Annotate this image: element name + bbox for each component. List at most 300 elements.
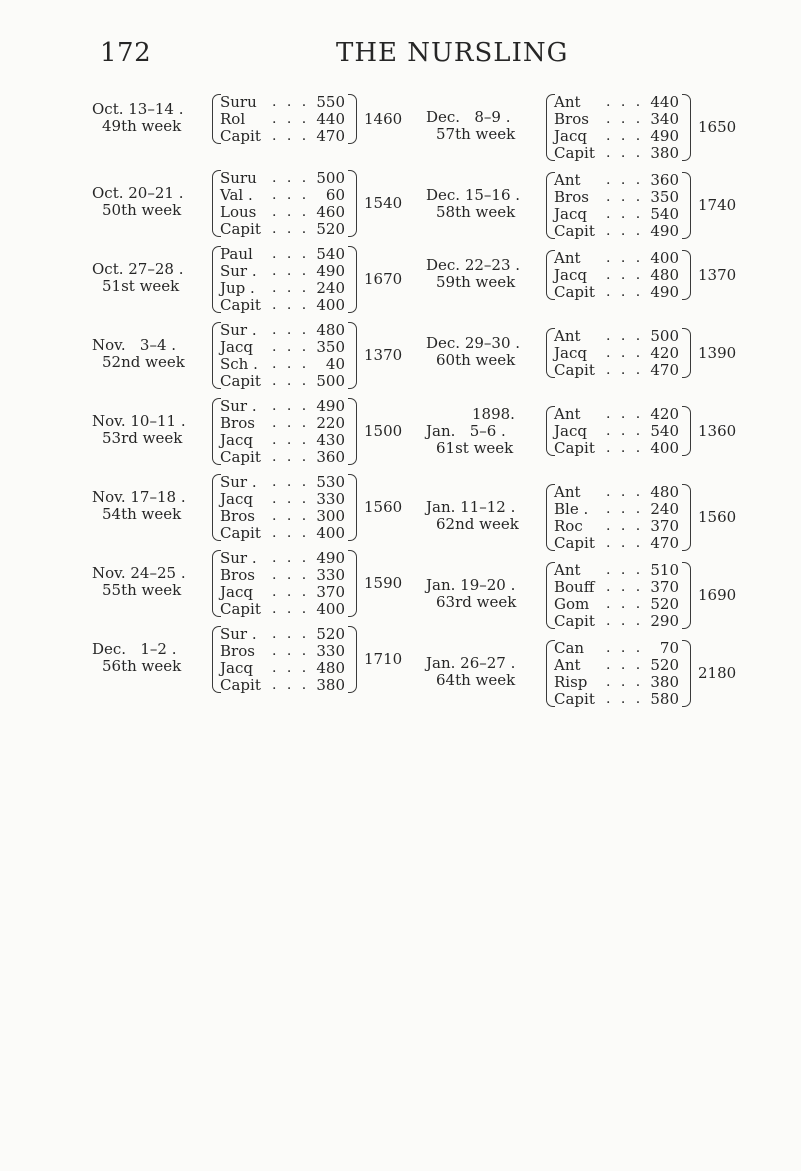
nurse-list — [220, 322, 350, 390]
milk-amount: 300 — [316, 507, 345, 525]
leader-dots: . . . — [272, 508, 310, 524]
leader-dots: . . . — [272, 474, 310, 490]
nurse-row — [220, 204, 350, 221]
leader-dots: . . . — [272, 550, 310, 566]
right-brace — [348, 474, 357, 541]
nurse-row — [220, 128, 350, 145]
right-brace — [682, 640, 691, 707]
right-brace — [348, 550, 357, 617]
weekly-total: 1500 — [364, 422, 403, 440]
leader-dots: . . . — [606, 145, 644, 161]
week-entry — [426, 328, 801, 406]
milk-amount: 400 — [650, 249, 679, 267]
week-label — [92, 413, 220, 447]
leader-dots: . . . — [272, 204, 310, 220]
milk-amount: 350 — [316, 338, 345, 356]
nurse-list — [220, 474, 350, 542]
nurse-name: Sur . — [220, 625, 257, 643]
week-number: 58th week — [436, 203, 516, 221]
weekly-total: 1460 — [364, 109, 403, 128]
nurse-name: Suru — [220, 169, 257, 187]
nurse-name: Ant — [554, 249, 581, 267]
leader-dots: . . . — [606, 657, 644, 673]
milk-amount: 420 — [650, 344, 679, 362]
weekly-total: 1390 — [698, 343, 737, 362]
nurse-row — [220, 525, 350, 542]
nurse-list — [220, 246, 350, 314]
milk-amount: 530 — [316, 473, 345, 491]
nurse-row — [220, 491, 350, 508]
week-label — [426, 406, 554, 457]
date-range: Dec. 1–2 . — [92, 640, 177, 658]
milk-amount: 470 — [316, 127, 345, 145]
leader-dots: . . . — [272, 432, 310, 448]
nurse-row — [220, 398, 350, 415]
date-range: Nov. 17–18 . — [92, 488, 186, 506]
nurse-name: Ant — [554, 171, 581, 189]
week-entry — [426, 562, 801, 640]
nurse-name: Bros — [220, 414, 255, 432]
week-label — [92, 101, 220, 135]
leader-dots: . . . — [606, 562, 644, 578]
right-brace — [682, 250, 691, 300]
nurse-list — [220, 550, 350, 618]
leader-dots: . . . — [272, 128, 310, 144]
running-title: THE NURSLING — [336, 38, 569, 68]
milk-amount: 240 — [650, 500, 679, 518]
nurse-name: Jacq — [554, 344, 587, 362]
nurse-row — [554, 484, 684, 501]
nurse-name: Rol — [220, 110, 246, 128]
week-number: 51st week — [102, 277, 180, 295]
date-range: Dec. 29–30 . — [426, 333, 521, 352]
weekly-total: 1590 — [364, 574, 403, 592]
week-label — [92, 489, 220, 523]
weekly-total: 2180 — [698, 664, 737, 682]
week-entry — [426, 640, 801, 718]
nurse-name: Jacq — [554, 127, 587, 145]
week-label — [426, 655, 554, 689]
nurse-row — [554, 423, 684, 440]
nurse-name: Capit — [554, 283, 595, 301]
nurse-row — [554, 640, 684, 657]
nurse-row — [554, 562, 684, 579]
right-brace — [682, 94, 691, 161]
milk-amount: 480 — [650, 483, 679, 501]
milk-amount: 440 — [316, 110, 345, 128]
nurse-name: Sur . — [220, 549, 257, 567]
nurse-name: Capit — [220, 220, 261, 238]
nurse-name: Capit — [220, 600, 261, 618]
nurse-row — [554, 172, 684, 189]
nurse-name: Capit — [220, 448, 261, 466]
leader-dots: . . . — [606, 94, 644, 110]
nurse-list — [554, 250, 684, 301]
leader-dots: . . . — [606, 223, 644, 239]
week-number: 57th week — [436, 125, 516, 143]
nurse-name: Jacq — [220, 490, 253, 508]
leader-dots: . . . — [606, 250, 644, 266]
right-brace — [682, 562, 691, 629]
leader-dots: . . . — [272, 246, 310, 262]
nurse-row — [554, 518, 684, 535]
nurse-list — [554, 562, 684, 630]
nurse-row — [554, 613, 684, 630]
nurse-row — [220, 567, 350, 584]
date-range: Oct. 27–28 . — [92, 260, 184, 278]
week-number: 56th week — [102, 657, 182, 675]
milk-amount: 470 — [650, 534, 679, 552]
nurse-name: Capit — [554, 612, 595, 630]
nurse-list — [554, 172, 684, 240]
date-range: Dec. 15–16 . — [426, 186, 521, 204]
weekly-total: 1370 — [698, 265, 737, 284]
nurse-row — [220, 432, 350, 449]
leader-dots: . . . — [272, 280, 310, 296]
milk-amount: 520 — [316, 625, 345, 643]
week-number: 50th week — [102, 201, 182, 219]
right-brace — [348, 170, 357, 237]
milk-amount: 440 — [650, 93, 679, 111]
nurse-name: Jacq — [554, 266, 587, 284]
milk-amount: 60 — [325, 186, 345, 204]
week-label — [92, 185, 220, 219]
milk-amount: 500 — [650, 327, 679, 345]
milk-amount: 490 — [650, 222, 679, 240]
leader-dots: . . . — [606, 111, 644, 127]
date-range: Jan. 11–12 . — [426, 498, 516, 516]
nurse-row — [554, 579, 684, 596]
leader-dots: . . . — [272, 584, 310, 600]
week-label — [426, 577, 554, 611]
nurse-row — [554, 501, 684, 518]
week-number: 54th week — [102, 505, 182, 523]
milk-amount: 490 — [316, 262, 345, 280]
week-entry — [92, 322, 472, 398]
weekly-total: 1670 — [364, 270, 403, 288]
week-number: 59th week — [436, 272, 516, 291]
week-label — [426, 257, 554, 291]
week-number: 60th week — [436, 350, 516, 369]
milk-amount: 550 — [316, 93, 345, 111]
week-entry — [426, 250, 801, 328]
nurse-name: Jacq — [220, 583, 253, 601]
leader-dots: . . . — [272, 111, 310, 127]
leader-dots: . . . — [272, 373, 310, 389]
nurse-name: Capit — [220, 524, 261, 542]
nurse-name: Ant — [554, 483, 581, 501]
nurse-row — [554, 535, 684, 552]
date-range: Nov. 24–25 . — [92, 564, 186, 582]
leader-dots: . . . — [272, 643, 310, 659]
week-number: 61st week — [436, 439, 514, 457]
nurse-row — [554, 145, 684, 162]
week-entry — [92, 398, 472, 474]
nurse-name: Sch . — [220, 355, 258, 373]
nurse-list — [554, 94, 684, 162]
week-label — [426, 109, 554, 143]
weekly-total: 1690 — [698, 586, 737, 604]
nurse-row — [220, 221, 350, 238]
nurse-name: Sur . — [220, 321, 257, 339]
nurse-name: Bros — [220, 642, 255, 660]
leader-dots: . . . — [606, 579, 644, 595]
nurse-name: Capit — [220, 676, 261, 694]
milk-amount: 380 — [650, 673, 679, 691]
milk-amount: 360 — [316, 448, 345, 466]
leader-dots: . . . — [272, 263, 310, 279]
leader-dots: . . . — [606, 535, 644, 551]
date-range: Jan. 26–27 . — [426, 654, 516, 672]
leader-dots: . . . — [606, 284, 644, 300]
nurse-row — [220, 601, 350, 618]
nurse-row — [220, 373, 350, 390]
nurse-row — [554, 223, 684, 240]
week-entry — [92, 170, 472, 246]
nurse-name: Capit — [220, 296, 261, 314]
milk-amount: 380 — [650, 144, 679, 162]
leader-dots: . . . — [272, 94, 310, 110]
leader-dots: . . . — [606, 596, 644, 612]
nurse-name: Suru — [220, 93, 257, 111]
nurse-row — [220, 111, 350, 128]
weekly-total: 1360 — [698, 421, 737, 440]
leader-dots: . . . — [272, 415, 310, 431]
milk-amount: 330 — [316, 566, 345, 584]
nurse-row — [554, 189, 684, 206]
leader-dots: . . . — [606, 501, 644, 517]
week-number: 55th week — [102, 581, 182, 599]
nurse-name: Capit — [554, 144, 595, 162]
right-column — [426, 94, 801, 718]
date-range: Oct. 13–14 . — [92, 99, 184, 118]
nurse-row — [554, 284, 684, 301]
nurse-list — [220, 398, 350, 466]
leader-dots: . . . — [272, 601, 310, 617]
right-brace — [682, 484, 691, 551]
week-label — [92, 565, 220, 599]
week-label — [426, 499, 554, 533]
week-number: 63rd week — [436, 593, 517, 611]
leader-dots: . . . — [606, 518, 644, 534]
leader-dots: . . . — [606, 440, 644, 456]
nurse-row — [220, 297, 350, 314]
leader-dots: . . . — [606, 189, 644, 205]
leader-dots: . . . — [606, 328, 644, 344]
milk-amount: 540 — [316, 245, 345, 263]
nurse-name: Jacq — [220, 431, 253, 449]
nurse-row — [554, 206, 684, 223]
weekly-total: 1370 — [364, 346, 403, 364]
right-brace — [348, 398, 357, 465]
right-brace — [682, 172, 691, 239]
nurse-row — [554, 328, 684, 345]
nurse-row — [554, 674, 684, 691]
milk-amount: 520 — [316, 220, 345, 238]
nurse-name: Jacq — [554, 205, 587, 223]
milk-amount: 520 — [650, 656, 679, 674]
date-range: Jan. 5–6 . — [426, 422, 506, 440]
nurse-name: Paul — [220, 245, 253, 263]
milk-amount: 360 — [650, 171, 679, 189]
milk-amount: 540 — [650, 422, 679, 440]
nurse-name: Bros — [554, 188, 589, 206]
nurse-row — [220, 660, 350, 677]
nurse-row — [554, 128, 684, 145]
nurse-row — [220, 187, 350, 204]
nurse-name: Jacq — [220, 659, 253, 677]
right-brace — [348, 626, 357, 693]
milk-amount: 480 — [316, 321, 345, 339]
nurse-row — [554, 111, 684, 128]
nurse-name: Sur . — [220, 473, 257, 491]
week-entry — [92, 94, 472, 170]
nurse-name: Roc — [554, 517, 583, 535]
leader-dots: . . . — [272, 322, 310, 338]
leader-dots: . . . — [272, 339, 310, 355]
nurse-row — [554, 362, 684, 379]
milk-amount: 400 — [316, 524, 345, 542]
weekly-total: 1540 — [364, 194, 403, 212]
milk-amount: 330 — [316, 490, 345, 508]
nurse-name: Capit — [554, 690, 595, 708]
nurse-row — [220, 508, 350, 525]
nurse-row — [554, 657, 684, 674]
week-number: 64th week — [436, 671, 516, 689]
nurse-name: Ant — [554, 656, 581, 674]
nurse-name: Ant — [554, 561, 581, 579]
nurse-row — [220, 626, 350, 643]
milk-amount: 430 — [316, 431, 345, 449]
milk-amount: 580 — [650, 690, 679, 708]
weekly-total: 1650 — [698, 118, 737, 136]
leader-dots: . . . — [272, 567, 310, 583]
milk-amount: 520 — [650, 595, 679, 613]
right-brace — [348, 94, 357, 144]
right-brace — [348, 322, 357, 389]
nurse-name: Can — [554, 639, 585, 657]
leader-dots: . . . — [272, 170, 310, 186]
nurse-row — [220, 339, 350, 356]
week-entry — [92, 626, 472, 702]
milk-amount: 70 — [659, 639, 679, 657]
nurse-name: Capit — [554, 534, 595, 552]
weekly-total: 1560 — [364, 498, 403, 516]
week-label — [426, 335, 554, 369]
nurse-row — [220, 677, 350, 694]
nurse-row — [220, 584, 350, 601]
nurse-row — [554, 596, 684, 613]
weekly-total: 1710 — [364, 650, 403, 668]
nurse-row — [554, 267, 684, 284]
date-range: Nov. 10–11 . — [92, 412, 186, 430]
leader-dots: . . . — [606, 406, 644, 422]
week-label — [92, 337, 220, 371]
nurse-row — [220, 322, 350, 339]
nurse-row — [220, 170, 350, 187]
week-number: 53rd week — [102, 429, 183, 447]
date-range: Oct. 20–21 . — [92, 184, 184, 202]
milk-amount: 370 — [316, 583, 345, 601]
week-number: 49th week — [102, 116, 182, 135]
milk-amount: 540 — [650, 205, 679, 223]
leader-dots: . . . — [272, 677, 310, 693]
nurse-name: Capit — [220, 372, 261, 390]
nurse-row — [220, 550, 350, 567]
nurse-name: Jacq — [554, 422, 587, 440]
leader-dots: . . . — [606, 674, 644, 690]
milk-amount: 400 — [316, 296, 345, 314]
nurse-list — [554, 640, 684, 708]
milk-amount: 370 — [650, 517, 679, 535]
nurse-row — [220, 643, 350, 660]
week-label — [92, 641, 220, 675]
nurse-name: Jacq — [220, 338, 253, 356]
milk-amount: 40 — [325, 355, 345, 373]
right-brace — [348, 246, 357, 313]
milk-amount: 370 — [650, 578, 679, 596]
nurse-name: Bros — [220, 566, 255, 584]
milk-amount: 240 — [316, 279, 345, 297]
nurse-name: Bouff — [554, 578, 595, 596]
leader-dots: . . . — [272, 356, 310, 372]
nurse-row — [554, 691, 684, 708]
right-brace — [682, 328, 691, 378]
milk-amount: 500 — [316, 169, 345, 187]
week-label — [426, 187, 554, 221]
nurse-name: Gom — [554, 595, 590, 613]
nurse-name: Sur . — [220, 262, 257, 280]
milk-amount: 490 — [650, 127, 679, 145]
week-entry — [92, 550, 472, 626]
milk-amount: 340 — [650, 110, 679, 128]
date-range: Dec. 8–9 . — [426, 108, 511, 126]
milk-amount: 490 — [316, 549, 345, 567]
date-range: Jan. 19–20 . — [426, 576, 516, 594]
nurse-name: Val . — [220, 186, 253, 204]
leader-dots: . . . — [272, 398, 310, 414]
nurse-name: Bros — [554, 110, 589, 128]
week-entry — [426, 484, 801, 562]
nurse-row — [554, 250, 684, 267]
week-entry — [426, 172, 801, 250]
milk-amount: 480 — [316, 659, 345, 677]
nurse-list — [220, 626, 350, 694]
leader-dots: . . . — [272, 660, 310, 676]
nurse-row — [220, 474, 350, 491]
right-brace — [682, 406, 691, 456]
nurse-list — [554, 328, 684, 379]
milk-amount: 220 — [316, 414, 345, 432]
nurse-row — [220, 449, 350, 466]
milk-amount: 420 — [650, 405, 679, 423]
nurse-name: Capit — [554, 361, 595, 379]
page-number: 172 — [100, 38, 152, 68]
milk-amount: 480 — [650, 266, 679, 284]
nurse-row — [554, 94, 684, 111]
nurse-list — [554, 406, 684, 457]
week-number: 62nd week — [436, 515, 519, 533]
nurse-row — [220, 415, 350, 432]
nurse-list — [220, 94, 350, 145]
milk-amount: 460 — [316, 203, 345, 221]
week-entry — [92, 474, 472, 550]
milk-amount: 290 — [650, 612, 679, 630]
leader-dots: . . . — [272, 187, 310, 203]
nurse-name: Ble . — [554, 500, 589, 518]
nurse-name: Ant — [554, 93, 581, 111]
milk-amount: 330 — [316, 642, 345, 660]
